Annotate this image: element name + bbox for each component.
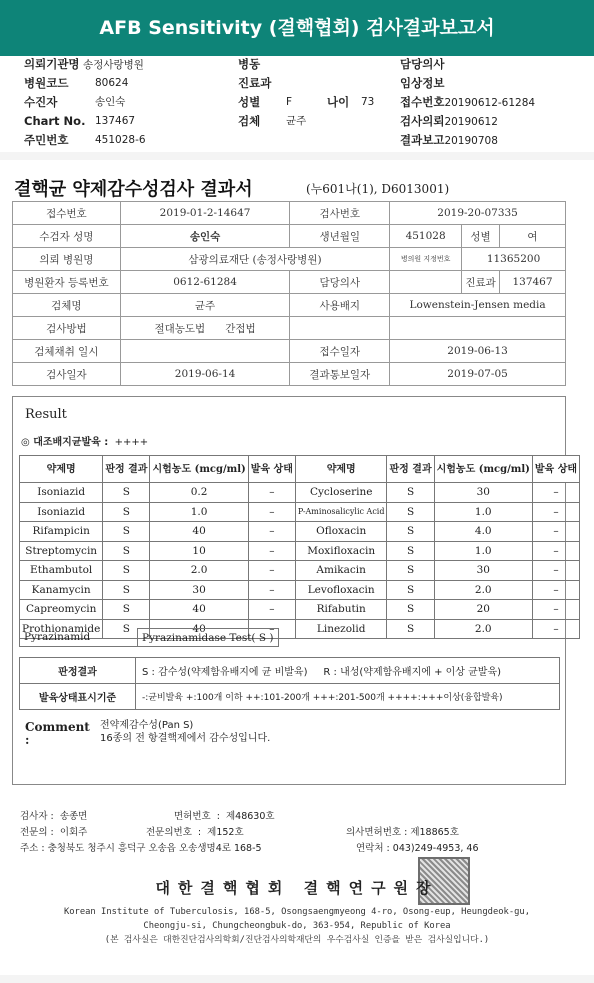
info-row (13, 340, 566, 363)
receipt-label: 접수번호 (400, 95, 445, 109)
info-label: 검체채취 일시 (13, 340, 121, 363)
growth: – (248, 541, 295, 561)
drug-table (19, 455, 580, 639)
drug-name: Rifampicin (20, 522, 103, 542)
license-value: 제48630호 (226, 811, 275, 822)
tel-label: 연락처 : (356, 843, 390, 854)
request-value: 20190612 (444, 116, 498, 128)
info-label: 검체명 (13, 294, 121, 317)
method2: 간접법 (225, 322, 256, 335)
tel-row (356, 840, 479, 854)
code-label: 병원코드 (24, 76, 69, 90)
result-document (0, 160, 594, 975)
address-row (20, 840, 262, 854)
drug-row (20, 561, 580, 581)
dept-label: 진료과 (238, 76, 272, 90)
drug-row (20, 600, 580, 620)
info-label: 병의원 지정번호 (390, 248, 462, 271)
judgement: S (387, 600, 434, 620)
concentration: 2.0 (434, 619, 532, 639)
judge-text (136, 658, 560, 684)
concentration: 40 (150, 600, 248, 620)
concentration: 10 (150, 541, 248, 561)
info-row (13, 271, 566, 294)
concentration: 30 (434, 483, 532, 503)
drug-name: Linezolid (295, 619, 387, 639)
growth: – (532, 502, 579, 522)
info-value: 2019-20-07335 (390, 202, 566, 225)
judgement: S (387, 502, 434, 522)
growth: – (248, 561, 295, 581)
request-row (400, 114, 498, 129)
comment-line: 전약제감수성(Pan S) (100, 720, 194, 731)
drug-name: Capreomycin (20, 600, 103, 620)
info-value (120, 340, 290, 363)
info-value: 삼광의료재단 (송정사랑병원) (120, 248, 389, 271)
specialist-label: 전문의 : (20, 827, 54, 838)
report-title: AFB Sensitivity (결핵협회) 검사결과보고서 (99, 17, 495, 39)
col-drug: 약제명 (20, 456, 103, 483)
info-value: 2019-01-2-14647 (120, 202, 290, 225)
info-label: 검사일자 (13, 363, 121, 386)
info-value: 11365200 (462, 248, 566, 271)
drug-name: Isoniazid (20, 502, 103, 522)
drug-name: Prothionamide (20, 619, 103, 639)
growth: – (532, 541, 579, 561)
license-label: 면허번호 (174, 811, 211, 822)
concentration: 1.0 (434, 502, 532, 522)
info-label: 담당의사 (290, 271, 390, 294)
col-growth: 발육 상태 (532, 456, 579, 483)
english-address (0, 905, 594, 947)
concentration: 40 (150, 619, 248, 639)
code-row (24, 76, 129, 91)
growth-label: 발육상태표시기준 (20, 684, 136, 710)
age-label: 나이 (327, 95, 350, 109)
chart-row (24, 114, 136, 129)
info-value: 2019-06-14 (120, 363, 290, 386)
specimen-label: 검체 (238, 114, 261, 128)
spec-license-row: 전문의번호 : 제152호 (146, 827, 244, 838)
info-value (390, 271, 462, 294)
patient-meta (0, 56, 594, 152)
chart-label: Chart No. (24, 114, 86, 128)
info-empty (290, 317, 390, 340)
judgement: S (103, 580, 150, 600)
institute-name: 대한결핵협회 결핵연구원장 (155, 879, 439, 897)
judge-r: R : 내성(약제함유배지에 + 이상 균발육) (323, 667, 502, 678)
tester-row (20, 808, 87, 822)
pyr-drug: Pyrazinamid (20, 629, 138, 647)
concentration: 4.0 (434, 522, 532, 542)
info-empty (390, 317, 566, 340)
drug-name: Isoniazid (20, 483, 103, 503)
info-row (13, 294, 566, 317)
info-value: 2019-06-13 (390, 340, 566, 363)
info-label: 검사방법 (13, 317, 121, 340)
info-label: 검사번호 (290, 202, 390, 225)
growth: – (248, 619, 295, 639)
spec-license-value: 제152호 (207, 827, 244, 838)
judgement: S (103, 600, 150, 620)
dept-row (238, 76, 271, 91)
info-row (13, 202, 566, 225)
certification-note: (본 검사실은 대한진단검사의학회/진단검사의학재단의 우수검사실 인증을 받은 검사실입니다.) (104, 935, 490, 945)
rrn-row (24, 133, 146, 148)
doctor-license-row: 의사면허번호 : 제18865호 (346, 827, 459, 838)
info-table (12, 201, 566, 386)
growth-text: -:균비발육 +:100개 이하 ++:101-200개 +++:201-500개 ++++:+++이상(융합발육) (136, 684, 560, 710)
drug-row (20, 580, 580, 600)
address-line: Korean Institute of Tuberculosis, 168-5, Osongsaengmyeong 4-ro, Osong-eup, Heungdeok-gu, (63, 907, 531, 917)
collector-label: 수진자 (24, 95, 58, 109)
info-value: 2019-07-05 (390, 363, 566, 386)
concentration: 20 (434, 600, 532, 620)
legend-table (19, 657, 560, 710)
tester-name: 송종면 (59, 811, 88, 822)
drug-name: Moxifloxacin (295, 541, 387, 561)
info-label: 접수일자 (290, 340, 390, 363)
growth: – (532, 522, 579, 542)
pyr-test: Pyrazinamidase Test( S ) (138, 629, 279, 647)
judgement: S (103, 541, 150, 561)
drug-name: Cycloserine (295, 483, 387, 503)
info-label: 결과통보일자 (290, 363, 390, 386)
address-line: Cheongju-si, Chungcheongbuk-do, 363-954, Republic of Korea (143, 921, 451, 931)
drug-name: P-Aminosalicylic Acid (295, 502, 387, 522)
judgement: S (387, 580, 434, 600)
comment-text (100, 719, 270, 745)
drug-row (20, 502, 580, 522)
growth: – (532, 483, 579, 503)
drug-name: Kanamycin (20, 580, 103, 600)
address-label: 주소 : (20, 843, 45, 854)
report-row (400, 133, 498, 148)
comment-label: Comment : (25, 720, 90, 747)
judgement: S (103, 561, 150, 581)
document-subtitle: (누601나(1), D6013001) (306, 182, 450, 196)
result-section (12, 396, 578, 785)
judge-s: S : 감수성(약제함유배지에 균 비발육) (142, 667, 308, 678)
col-conc: 시험농도 (mcg/ml) (434, 456, 532, 483)
judgement: S (387, 483, 434, 503)
sex-value: F (286, 96, 293, 108)
judgement: S (387, 522, 434, 542)
result-title: Result (25, 407, 67, 422)
drug-name: Ofloxacin (295, 522, 387, 542)
growth: – (248, 502, 295, 522)
growth: – (248, 580, 295, 600)
info-value: 여 (500, 225, 566, 248)
judge-label: 판정결과 (20, 658, 136, 684)
specimen-value: 균주 (286, 115, 307, 127)
col-judge: 판정 결과 (103, 456, 150, 483)
drug-name: Levofloxacin (295, 580, 387, 600)
info-label: 사용배지 (290, 294, 390, 317)
growth: – (532, 619, 579, 639)
judgement: S (387, 619, 434, 639)
concentration: 30 (150, 580, 248, 600)
growth: – (248, 522, 295, 542)
document-title: 결핵균 약제감수성검사 결과서 (14, 179, 253, 200)
info-value: 송인숙 (120, 225, 290, 248)
drug-name: Ethambutol (20, 561, 103, 581)
request-label: 검사의뢰 (400, 114, 445, 128)
growth: – (532, 580, 579, 600)
drug-name: Amikacin (295, 561, 387, 581)
info-row (13, 225, 566, 248)
ward-row (238, 57, 260, 72)
judgement: S (103, 522, 150, 542)
doctor-row (400, 57, 444, 72)
info-row (13, 248, 566, 271)
comment-line: 16종의 전 항결핵제에서 감수성입니다. (100, 733, 271, 744)
sex-label: 성별 (238, 95, 261, 109)
legend-row (20, 658, 560, 684)
colony-value: ++++ (114, 437, 149, 448)
specimen-row (238, 114, 307, 129)
license-row: 면허번호 : 제48630호 (174, 811, 275, 822)
info-value: 0612-61284 (120, 271, 290, 294)
growth: – (532, 561, 579, 581)
col-conc: 시험농도 (mcg/ml) (150, 456, 248, 483)
info-label: 의뢰 병원명 (13, 248, 121, 271)
judgement: S (387, 541, 434, 561)
doctor-label: 담당의사 (400, 57, 445, 71)
growth: – (248, 600, 295, 620)
doctor-license-value: 제18865호 (410, 827, 459, 838)
concentration: 2.0 (434, 580, 532, 600)
age-value: 73 (361, 96, 375, 108)
report-value: 20190708 (444, 135, 498, 147)
clinical-label: 임상정보 (400, 76, 445, 90)
spec-license-label: 전문의번호 (146, 827, 192, 838)
chart-value: 137467 (95, 115, 136, 127)
concentration: 2.0 (150, 561, 248, 581)
address-value: 충청북도 청주시 흥덕구 오송읍 오송생명4로 168-5 (47, 843, 262, 854)
pyrazinamide-row (19, 628, 279, 647)
info-value (120, 317, 290, 340)
tester-label: 검사자 : (20, 811, 54, 822)
info-value: Lowenstein-Jensen media (390, 294, 566, 317)
report-label: 결과보고 (400, 133, 445, 147)
info-value: 균주 (120, 294, 290, 317)
clinical-row (400, 76, 444, 91)
drug-name: Rifabutin (295, 600, 387, 620)
col-judge: 판정 결과 (387, 456, 434, 483)
report-header (0, 0, 594, 56)
colony-label: ◎ 대조배지균발육 : (21, 437, 109, 448)
specialist-row (20, 824, 87, 838)
sex-age-row (238, 95, 378, 110)
growth: – (248, 483, 295, 503)
info-label: 진료과 (462, 271, 500, 294)
col-growth: 발육 상태 (248, 456, 295, 483)
info-row (13, 317, 566, 340)
info-label: 수검자 성명 (13, 225, 121, 248)
info-label: 생년월일 (290, 225, 390, 248)
receipt-row (400, 95, 535, 110)
hospital-row (24, 57, 144, 72)
collector-value: 송인숙 (95, 96, 126, 108)
info-value: 451028 (390, 225, 462, 248)
judgement: S (387, 561, 434, 581)
col-drug: 약제명 (295, 456, 387, 483)
concentration: 1.0 (434, 541, 532, 561)
collector-row (24, 95, 126, 110)
concentration: 40 (150, 522, 248, 542)
judgement: S (103, 619, 150, 639)
specialist-name: 이회주 (59, 827, 88, 838)
concentration: 1.0 (150, 502, 248, 522)
drug-name: Streptomycin (20, 541, 103, 561)
ward-label: 병동 (238, 57, 261, 71)
drug-row (20, 483, 580, 503)
info-value: 137467 (500, 271, 566, 294)
rrn-label: 주민번호 (24, 133, 69, 147)
hospital-value: 송정사랑병원 (83, 59, 144, 71)
method1: 절대농도법 (154, 322, 206, 335)
info-label: 접수번호 (13, 202, 121, 225)
drug-table-body (20, 483, 580, 639)
drug-row (20, 522, 580, 542)
judgement: S (103, 502, 150, 522)
judgement: S (103, 483, 150, 503)
receipt-value: 20190612-61284 (444, 97, 536, 109)
tel-value: 043)249-4953, 46 (392, 843, 479, 854)
concentration: 0.2 (150, 483, 248, 503)
colony-growth (21, 433, 148, 448)
info-row (13, 363, 566, 386)
drug-row (20, 541, 580, 561)
hospital-label: 의뢰기관명 (24, 57, 80, 71)
info-label: 성별 (462, 225, 500, 248)
info-label: 병원환자 등록번호 (13, 271, 121, 294)
rrn-value: 451028-6 (95, 134, 146, 146)
growth: – (532, 600, 579, 620)
doctor-license-label: 의사면허번호 (346, 827, 402, 838)
concentration: 30 (434, 561, 532, 581)
code-value: 80624 (95, 77, 129, 89)
legend-row (20, 684, 560, 710)
drug-table-header (20, 456, 580, 483)
